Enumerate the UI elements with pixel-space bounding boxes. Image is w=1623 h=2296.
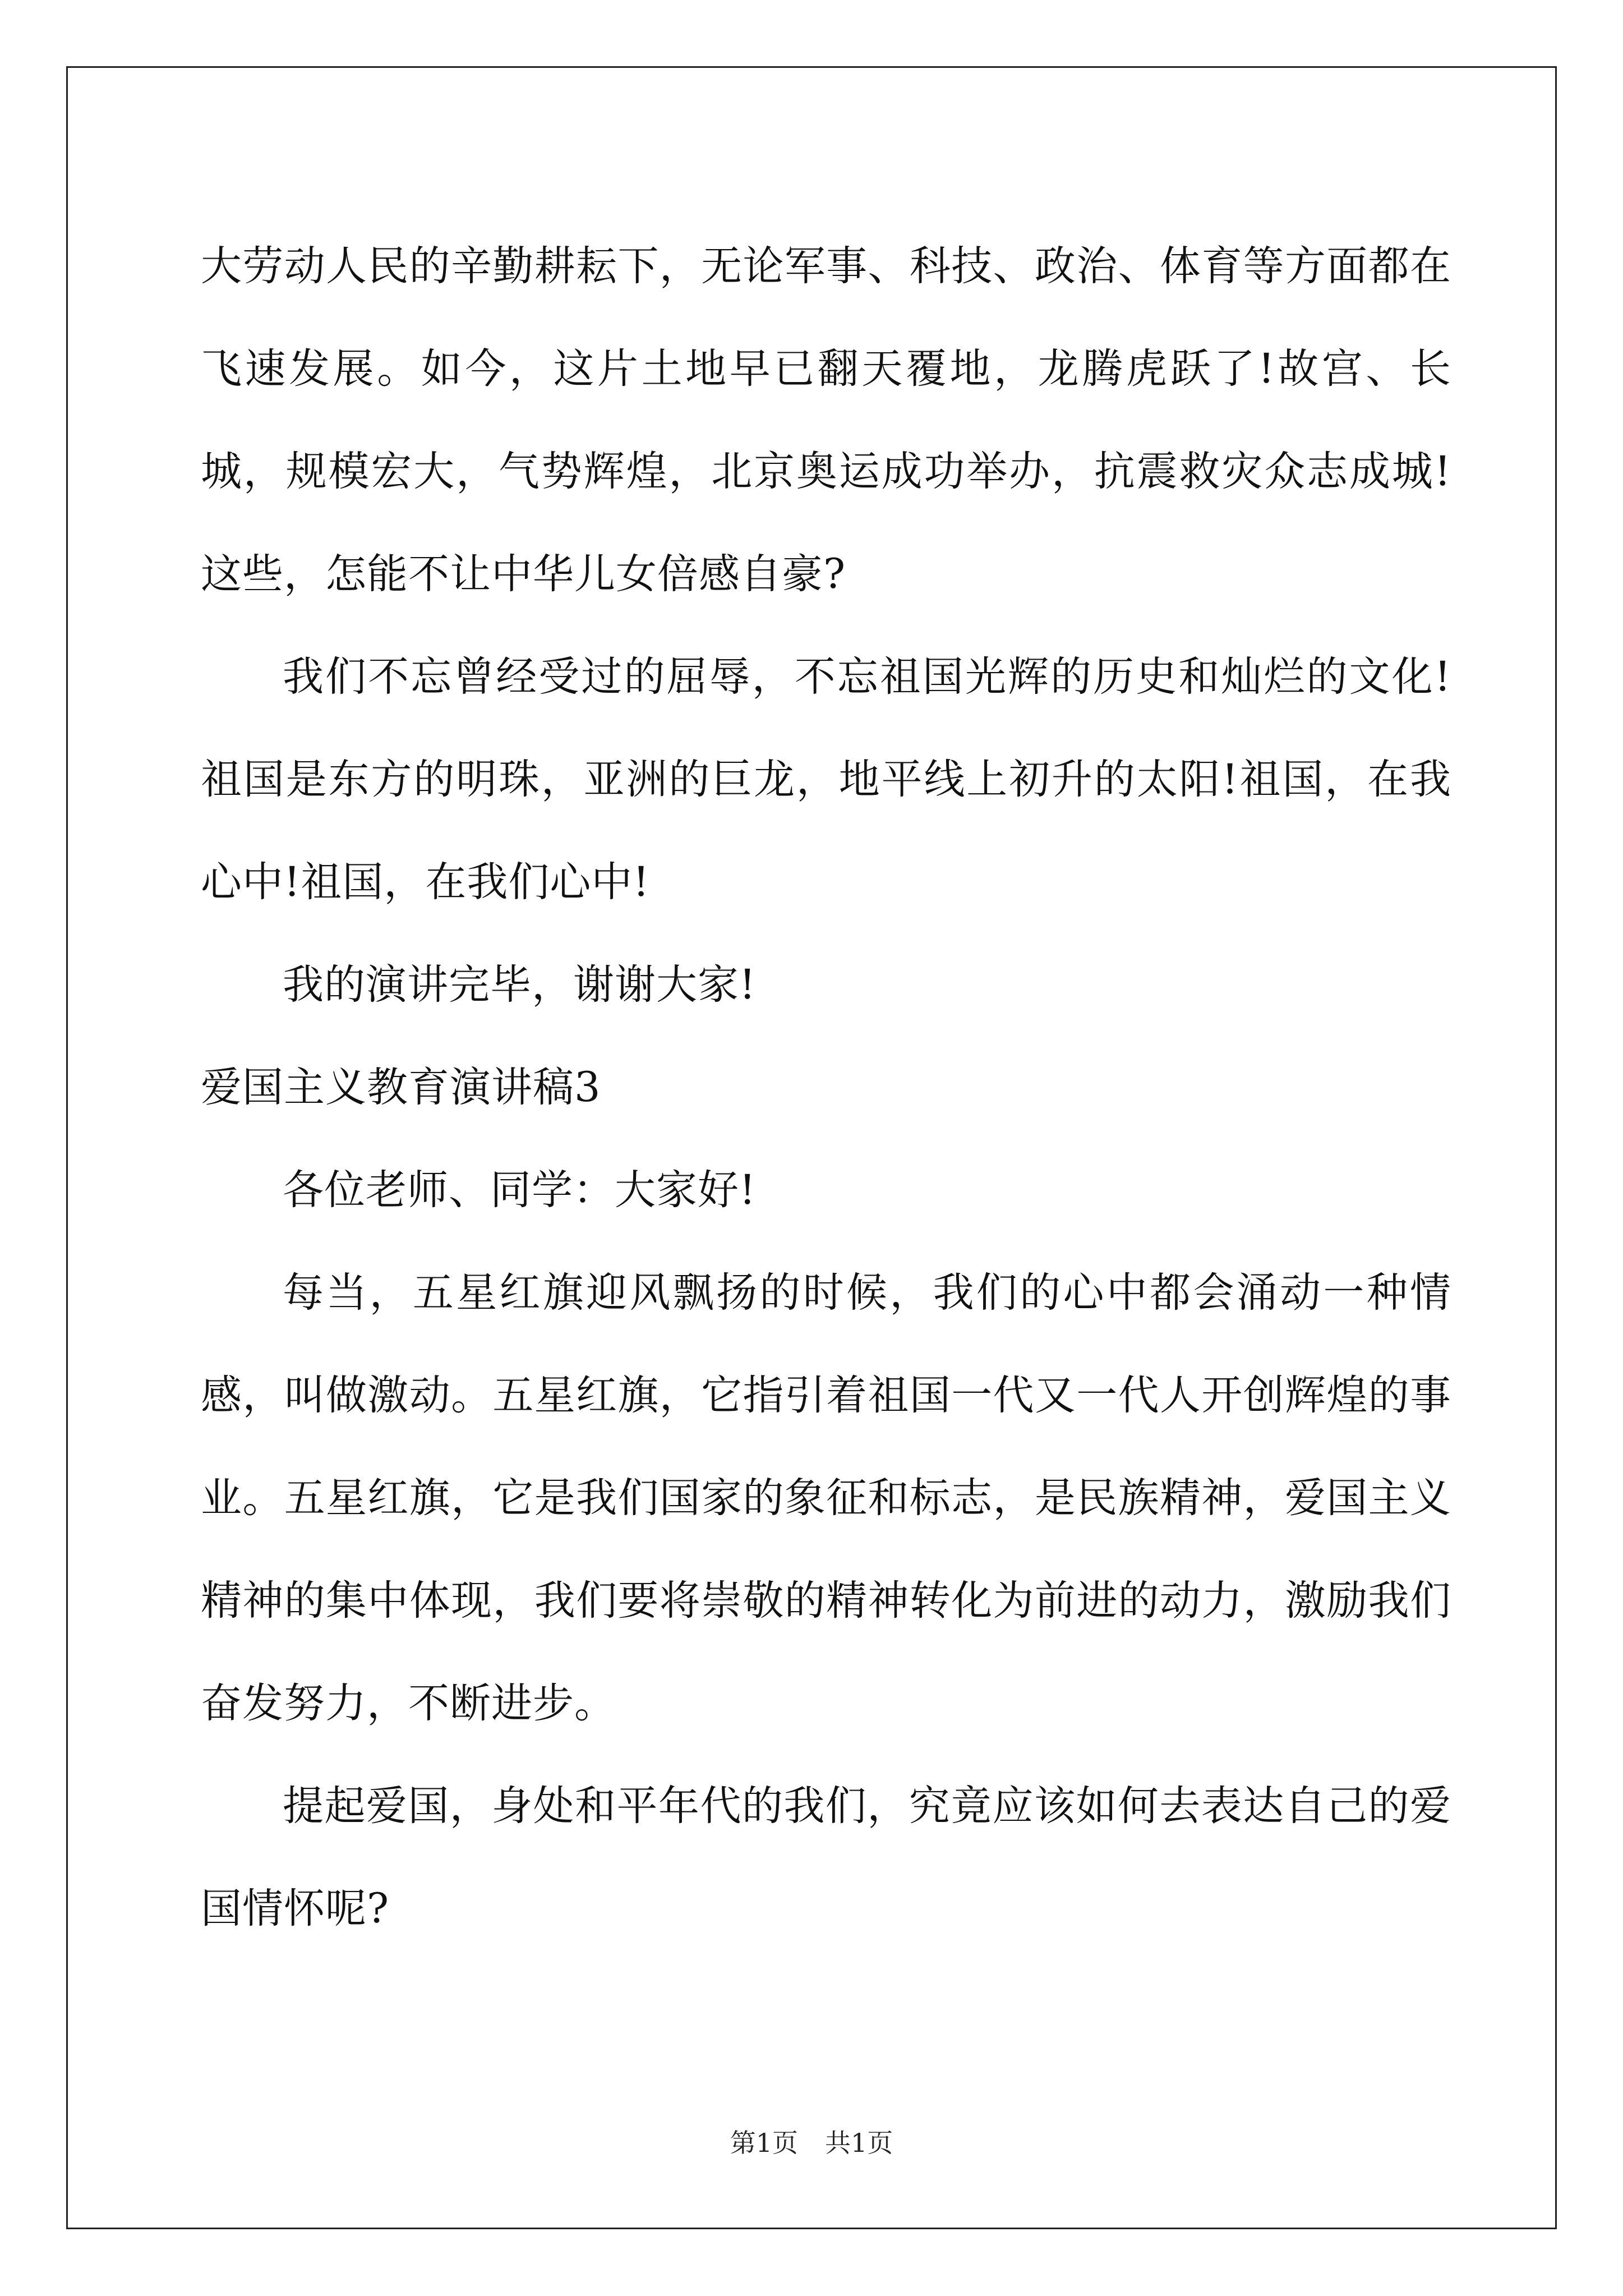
section-heading: 爱国主义教育演讲稿3 [201, 1064, 601, 1111]
page-footer [0, 2126, 1623, 2160]
document-body [201, 215, 1451, 1960]
page-number: 第1页 [730, 2128, 798, 2158]
paragraph-greeting: 各位老师、同学：大家好! [283, 1166, 757, 1214]
paragraph-5: 每当，五星红旗迎风飘扬的时候，我们的心中都会涌动一种情感，叫做激动。五星红旗，它指引着祖国一代又一代人开创辉煌的事业。五星红旗，它是我们国家的象征和标志，是民族精神，爱国主义精神的集中体现，我们要将崇敬的精神转化为前进的动力，激励我们奋发努力，不断进步。 [201, 1269, 1451, 1727]
paragraph-3: 我的演讲完毕，谢谢大家! [283, 961, 757, 1009]
page-total: 共1页 [825, 2128, 893, 2158]
paragraph-2: 我们不忘曾经受过的屈辱，不忘祖国光辉的历史和灿烂的文化!祖国是东方的明珠，亚洲的巨龙，地平线上初升的太阳!祖国，在我心中!祖国，在我们心中! [201, 653, 1451, 906]
paragraph-1: 大劳动人民的辛勤耕耘下，无论军事、科技、政治、体育等方面都在飞速发展。如今，这片土地早已翻天覆地，龙腾虎跃了!故宫、长城，规模宏大，气势辉煌，北京奥运成功举办，抗震救灾众志成城!这些，怎能不让中华儿女倍感自豪? [201, 242, 1451, 598]
paragraph-6: 提起爱国，身处和平年代的我们，究竟应该如何去表达自己的爱国情怀呢? [201, 1782, 1451, 1932]
